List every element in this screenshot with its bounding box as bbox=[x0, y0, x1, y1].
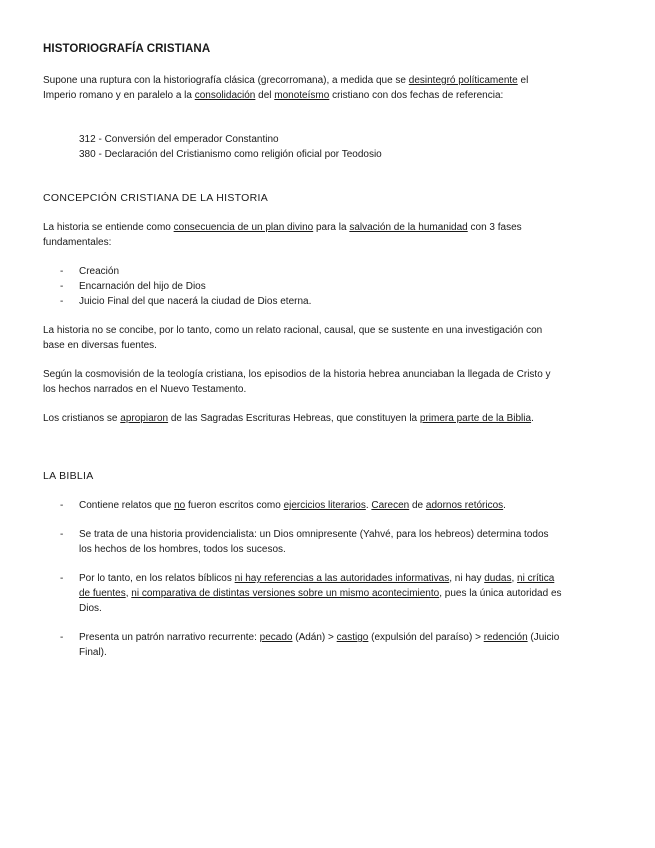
list-item bbox=[43, 630, 563, 660]
list-item-text: de bbox=[409, 500, 426, 511]
list-item bbox=[43, 527, 563, 557]
underlined-term: adornos retóricos bbox=[425, 500, 504, 511]
bullet-dash: - bbox=[60, 500, 64, 511]
list-item-text: Juicio Final del que nacerá la ciudad de Dios eterna. bbox=[79, 296, 312, 307]
bible-list bbox=[43, 498, 563, 513]
paragraph-text: . bbox=[531, 413, 534, 424]
list-item bbox=[43, 571, 563, 616]
underlined-term: ni hay referencias a las autoridades informativas bbox=[234, 573, 450, 584]
underlined-term: ni crítica de fuentes bbox=[79, 573, 555, 599]
scriptures-paragraph bbox=[43, 411, 563, 426]
list-item-text: Se trata de una historia providencialista: un Dios omnipresente (Yahvé, para los hebreos) determina todos los hechos de los hombres, todos los sucesos. bbox=[79, 529, 549, 555]
paragraph-text: con 3 fases fundamentales: bbox=[43, 222, 522, 248]
rational-paragraph: La historia no se concibe, por lo tanto, como un relato racional, causal, que se sustente en una investigación con base en diversas fuentes. bbox=[43, 325, 543, 351]
list-item-text: Por lo tanto, en los relatos bíblicos bbox=[79, 573, 235, 584]
list-item-text: , ni hay bbox=[449, 573, 485, 584]
underlined-term: Carecen bbox=[371, 500, 410, 511]
list-item-text: , bbox=[511, 573, 518, 584]
list-item-text: Contiene relatos que bbox=[79, 500, 175, 511]
paragraph-text: de las Sagradas Escrituras Hebreas, que constituyen la bbox=[168, 413, 420, 424]
list-item bbox=[43, 294, 563, 309]
list-item-text: . bbox=[365, 500, 372, 511]
list-item-text: fueron escritos como bbox=[185, 500, 284, 511]
date-line: 312 - Conversión del emperador Constantino bbox=[79, 134, 279, 145]
bullet-dash: - bbox=[60, 573, 64, 584]
list-item-text: , bbox=[125, 588, 132, 599]
underlined-term: dudas bbox=[484, 573, 512, 584]
phases-list bbox=[43, 264, 563, 309]
paragraph-text: La historia se entiende como bbox=[43, 222, 174, 233]
underlined-term: castigo bbox=[336, 632, 369, 643]
intro-paragraph bbox=[43, 73, 563, 103]
bullet-dash: - bbox=[60, 529, 64, 540]
underlined-term: pecado bbox=[259, 632, 293, 643]
list-item bbox=[43, 279, 563, 294]
intro-text: cristiano con dos fechas de referencia: bbox=[329, 90, 504, 101]
page-title: HISTORIOGRAFÍA CRISTIANA bbox=[43, 43, 211, 55]
paragraph-text: Los cristianos se bbox=[43, 413, 121, 424]
underlined-term: no bbox=[174, 500, 186, 511]
date-line: 380 - Declaración del Cristianismo como religión oficial por Teodosio bbox=[79, 149, 382, 160]
paragraph-text: para la bbox=[313, 222, 350, 233]
intro-text: del bbox=[255, 90, 275, 101]
list-item-text: Presenta un patrón narrativo recurrente: bbox=[79, 632, 260, 643]
underlined-term: ni comparativa de distintas versiones sobre un mismo acontecimiento bbox=[131, 588, 440, 599]
bullet-dash: - bbox=[60, 632, 64, 643]
section-heading: CONCEPCIÓN CRISTIANA DE LA HISTORIA bbox=[43, 192, 269, 204]
bible-list bbox=[43, 571, 563, 616]
list-item-text: . bbox=[503, 500, 506, 511]
list-item bbox=[43, 498, 563, 513]
underlined-term: redención bbox=[483, 632, 528, 643]
list-item-text: (Adán) > bbox=[292, 632, 337, 643]
bible-list bbox=[43, 630, 563, 660]
cosmovision-paragraph: Según la cosmovisión de la teología cristiana, los episodios de la historia hebrea anunciaban la llegada de Cristo y los hechos narrados en el Nuevo Testamento. bbox=[43, 369, 551, 395]
underlined-term: monoteísmo bbox=[274, 90, 330, 101]
bible-list bbox=[43, 527, 563, 557]
underlined-term: consecuencia de un plan divino bbox=[173, 222, 314, 233]
list-item-text: (Juicio Final). bbox=[79, 632, 560, 658]
underlined-term: salvación de la humanidad bbox=[349, 222, 468, 233]
section-heading: LA BIBLIA bbox=[43, 470, 94, 482]
list-item bbox=[43, 264, 563, 279]
bullet-dash: - bbox=[60, 296, 64, 307]
list-item-text: (expulsión del paraíso) > bbox=[368, 632, 484, 643]
underlined-term: desintegró políticamente bbox=[408, 75, 518, 86]
plan-paragraph bbox=[43, 220, 563, 250]
bullet-dash: - bbox=[60, 266, 64, 277]
intro-text: el Imperio romano y en paralelo a la bbox=[43, 75, 529, 101]
underlined-term: ejercicios literarios bbox=[283, 500, 366, 511]
bullet-dash: - bbox=[60, 281, 64, 292]
list-item-text: Encarnación del hijo de Dios bbox=[79, 281, 206, 292]
list-item-text: Creación bbox=[79, 266, 120, 277]
intro-text: Supone una ruptura con la historiografía clásica (grecorromana), a medida que se bbox=[43, 75, 409, 86]
underlined-term: primera parte de la Biblia bbox=[419, 413, 532, 424]
underlined-term: apropiaron bbox=[120, 413, 169, 424]
list-item-text: , pues la única autoridad es Dios. bbox=[79, 588, 562, 614]
underlined-term: consolidación bbox=[194, 90, 256, 101]
